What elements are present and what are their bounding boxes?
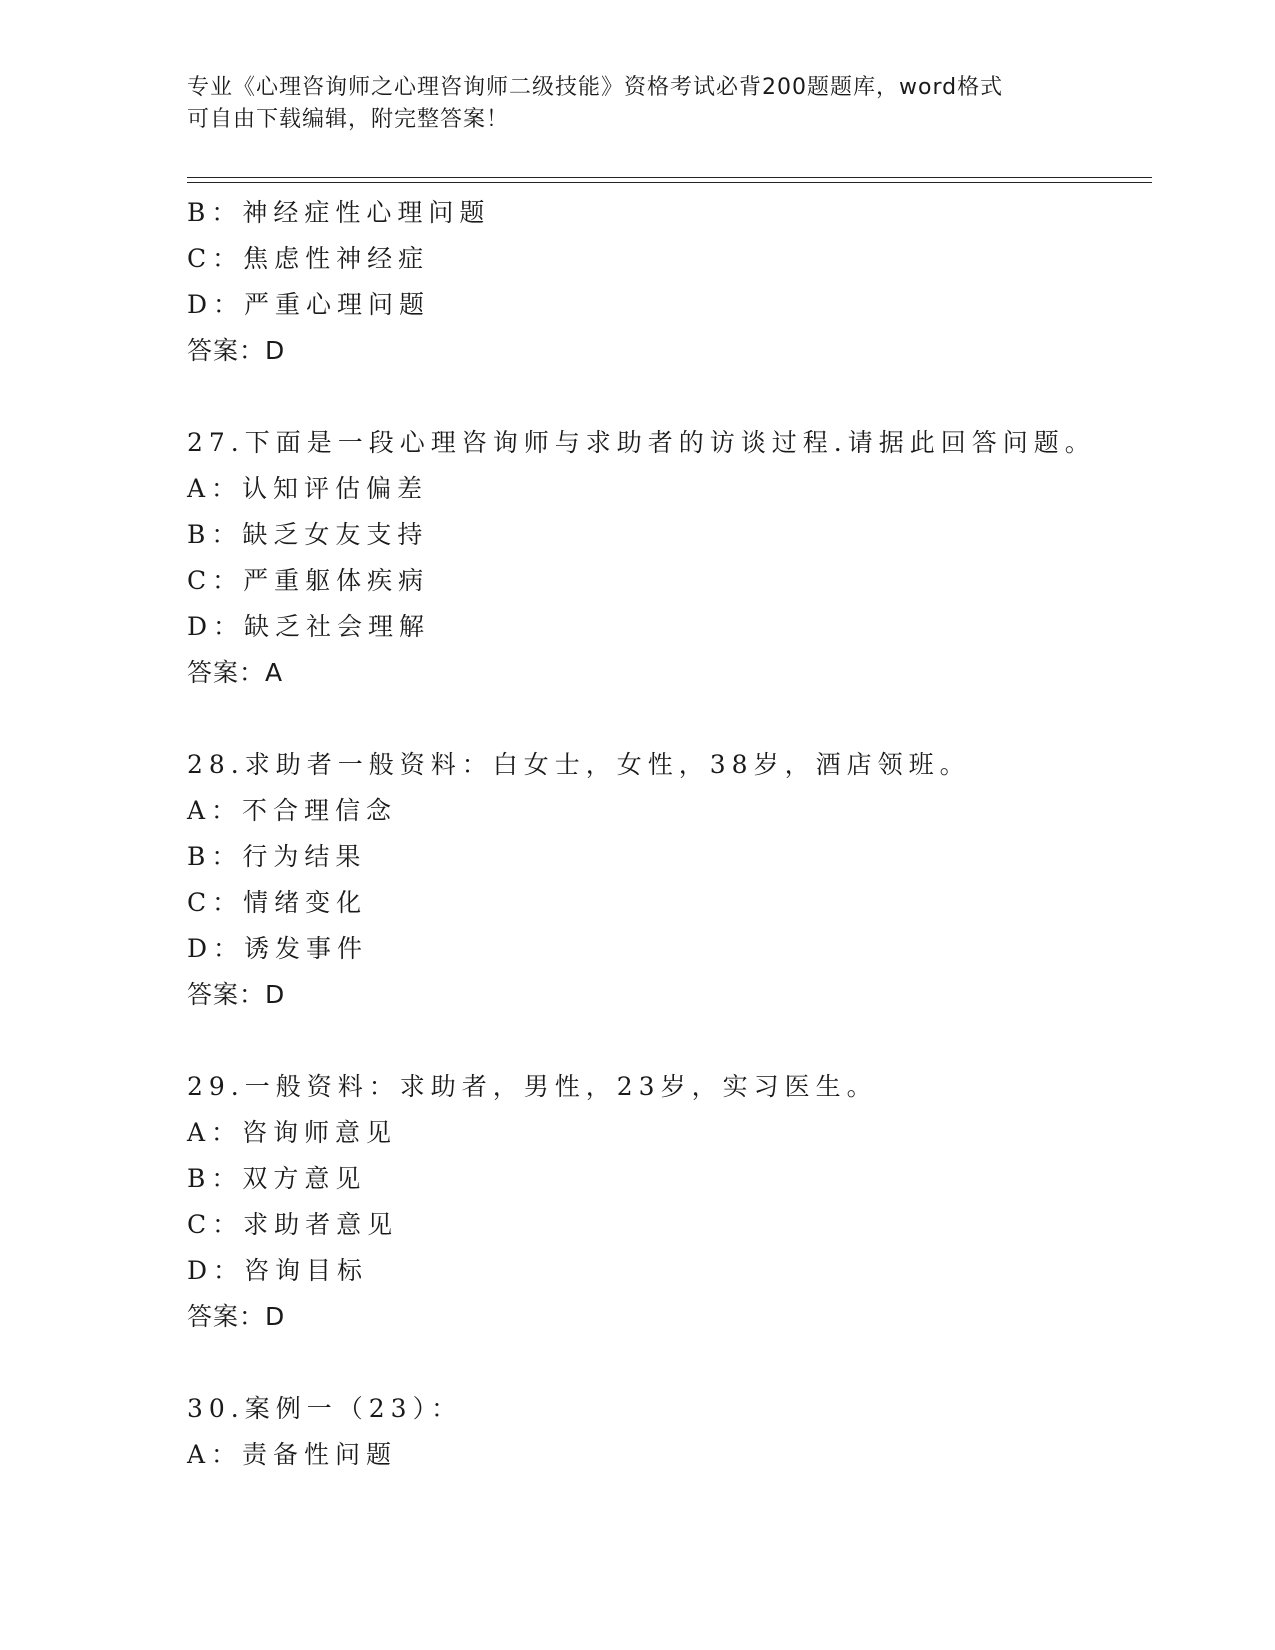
- option-a: A：责备性问题: [187, 1440, 398, 1469]
- option-a: A：认知评估偏差: [187, 474, 429, 503]
- question-text: 29.一般资料：求助者，男性，23岁，实习医生。: [187, 1072, 878, 1101]
- option-b: B：行为结果: [187, 842, 367, 871]
- question-block: [187, 190, 1152, 374]
- option-d: D：咨询目标: [187, 1256, 369, 1285]
- question-block: [187, 742, 1152, 1018]
- option-c: C：严重躯体疾病: [187, 566, 430, 595]
- question-block: [187, 420, 1152, 696]
- option-b: B：缺乏女友支持: [187, 520, 429, 549]
- option-d: D：严重心理问题: [187, 290, 431, 319]
- question-block: [187, 1064, 1152, 1340]
- question-text: 30.案例一（23）：: [187, 1394, 463, 1423]
- answer-line: 答案：D: [187, 980, 286, 1009]
- option-c: C：情绪变化: [187, 888, 368, 917]
- option-b: B：神经症性心理问题: [187, 198, 491, 227]
- header-divider-bottom: [187, 182, 1152, 183]
- answer-line: 答案：D: [187, 336, 286, 365]
- answer-line: 答案：D: [187, 1302, 286, 1331]
- question-text: 27.下面是一段心理咨询师与求助者的访谈过程.请据此回答问题。: [187, 428, 1096, 457]
- header-line-2: 可自由下载编辑，附完整答案！: [187, 107, 510, 132]
- option-c: C：焦虑性神经症: [187, 244, 430, 273]
- option-d: D：诱发事件: [187, 934, 369, 963]
- header-line-1: 专业《心理咨询师之心理咨询师二级技能》资格考试必背200题题库，word格式: [187, 75, 1004, 100]
- question-list: [187, 190, 1152, 1478]
- option-d: D：缺乏社会理解: [187, 612, 431, 641]
- question-block: [187, 1386, 1152, 1478]
- option-c: C：求助者意见: [187, 1210, 399, 1239]
- document-header: [187, 72, 1067, 136]
- option-a: A：咨询师意见: [187, 1118, 398, 1147]
- option-a: A：不合理信念: [187, 796, 398, 825]
- header-divider-top: [187, 177, 1152, 178]
- option-b: B：双方意见: [187, 1164, 367, 1193]
- answer-line: 答案：A: [187, 658, 284, 687]
- question-text: 28.求助者一般资料：白女士，女性，38岁，酒店领班。: [187, 750, 971, 779]
